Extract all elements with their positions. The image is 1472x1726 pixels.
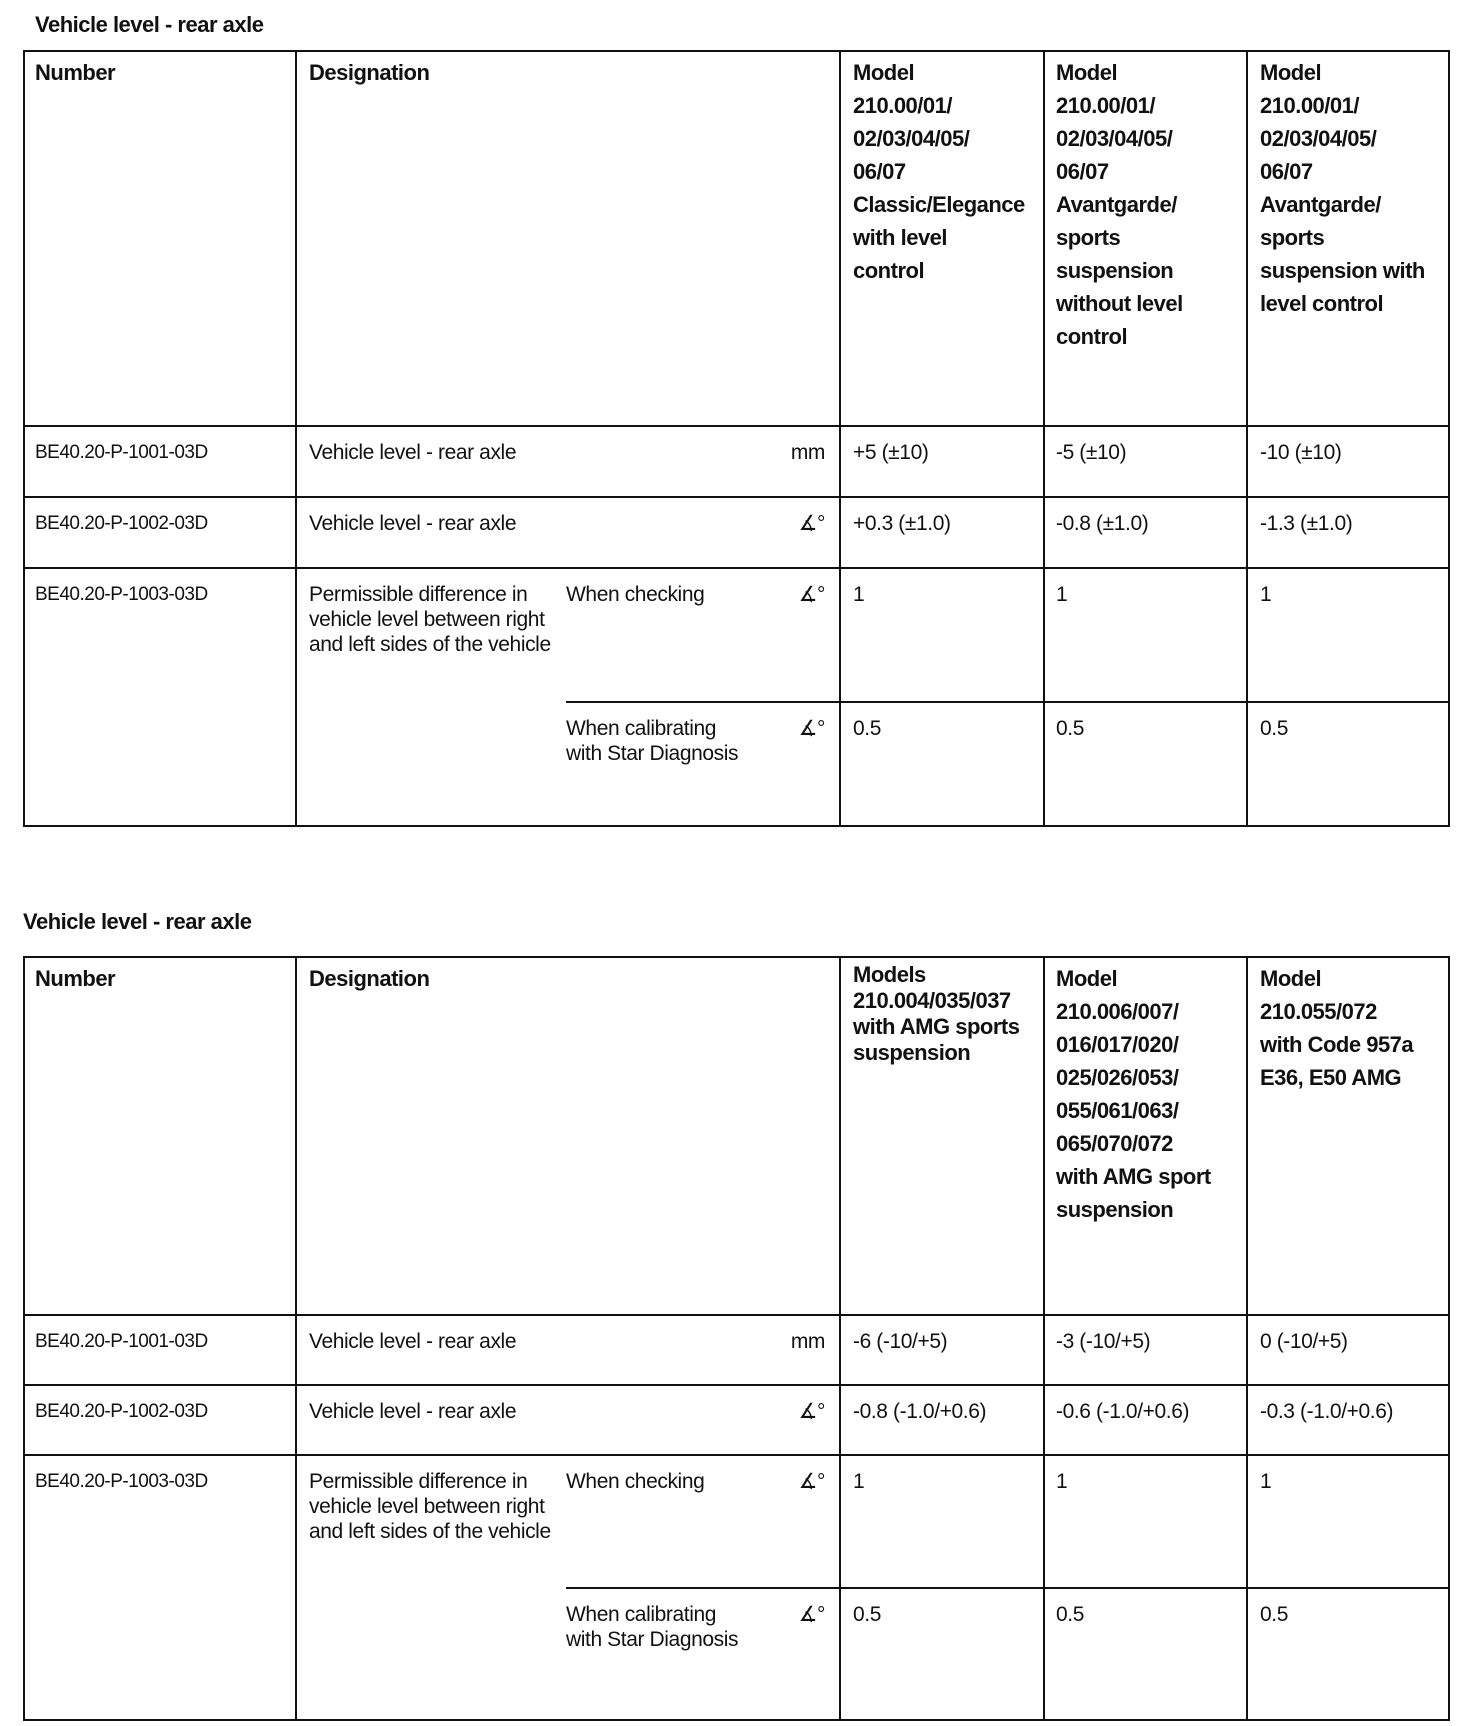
row-value-col3: -10 (±10) bbox=[1260, 441, 1342, 464]
row-unit: mm bbox=[790, 441, 825, 464]
angle-unit-icon: ∡° bbox=[798, 1400, 825, 1423]
section-title: Vehicle level - rear axle bbox=[35, 12, 264, 37]
row-value-col2: 1 bbox=[1056, 1470, 1068, 1493]
row-designation: Vehicle level - rear axle bbox=[309, 1400, 517, 1423]
row-value-col3: -1.3 (±1.0) bbox=[1260, 512, 1353, 535]
row-divider bbox=[23, 496, 1450, 498]
header-number: Number bbox=[35, 60, 116, 85]
angle-unit-icon: ∡° bbox=[798, 512, 825, 535]
row-value-col3: -0.3 (-1.0/+0.6) bbox=[1260, 1400, 1394, 1423]
angle-unit-icon: ∡° bbox=[798, 1603, 825, 1626]
row-value-col1: 1 bbox=[853, 1470, 865, 1493]
row-value-col1: 1 bbox=[853, 583, 865, 606]
col-divider bbox=[1246, 50, 1248, 827]
col-divider bbox=[839, 956, 841, 1721]
row-value-col1: -0.8 (-1.0/+0.6) bbox=[853, 1400, 987, 1423]
col-divider bbox=[1043, 50, 1045, 827]
row-designation: Permissible difference in vehicle level between right and left sides of the vehicle bbox=[309, 583, 551, 656]
header-model-col2: Model 210.00/01/ 02/03/04/05/ 06/07 Avantgarde/ sports suspension without level control bbox=[1056, 60, 1183, 349]
row-designation: Permissible difference in vehicle level between right and left sides of the vehicle bbox=[309, 1470, 551, 1543]
row-value-col2: -0.8 (±1.0) bbox=[1056, 512, 1149, 535]
row-value-col3: 0.5 bbox=[1260, 717, 1288, 740]
row-divider bbox=[23, 1384, 1450, 1386]
row-number: BE40.20-P-1001-03D bbox=[35, 1331, 208, 1352]
col-divider bbox=[839, 50, 841, 827]
header-model-col3: Model 210.00/01/ 02/03/04/05/ 06/07 Avantgarde/ sports suspension with level control bbox=[1260, 60, 1425, 316]
row-number: BE40.20-P-1001-03D bbox=[35, 442, 208, 463]
row-value-col1: -6 (-10/+5) bbox=[853, 1330, 948, 1353]
header-model-col3: Model 210.055/072 with Code 957a E36, E50 AMG bbox=[1260, 966, 1414, 1090]
angle-unit-icon: ∡° bbox=[798, 583, 825, 606]
angle-unit-icon: ∡° bbox=[798, 1470, 825, 1493]
row-value-col2: -5 (±10) bbox=[1056, 441, 1127, 464]
row-value-col3: 1 bbox=[1260, 1470, 1272, 1493]
col-divider bbox=[295, 50, 297, 827]
row-value-col1: +5 (±10) bbox=[853, 441, 929, 464]
sub-label: When checking bbox=[566, 583, 705, 606]
spec-table-1 bbox=[23, 50, 1450, 830]
header-model-col1: Model 210.00/01/ 02/03/04/05/ 06/07 Classic/Elegance with level control bbox=[853, 60, 1025, 283]
sub-label: When calibrating with Star Diagnosis bbox=[566, 1603, 739, 1651]
row-unit: mm bbox=[790, 1330, 825, 1353]
row-designation: Vehicle level - rear axle bbox=[309, 512, 517, 535]
sub-row-divider bbox=[566, 1587, 1450, 1589]
sub-row-divider bbox=[566, 701, 1450, 703]
row-value-col3: 1 bbox=[1260, 583, 1272, 606]
header-model-col2: Model 210.006/007/ 016/017/020/ 025/026/053/ 055/061/063/ 065/070/072 with AMG sport suspension bbox=[1056, 966, 1211, 1222]
angle-unit-icon: ∡° bbox=[798, 717, 825, 740]
sub-label: When checking bbox=[566, 1470, 705, 1493]
row-number: BE40.20-P-1002-03D bbox=[35, 1401, 208, 1422]
row-value-col1: +0.3 (±1.0) bbox=[853, 512, 951, 535]
row-divider bbox=[23, 425, 1450, 427]
col-divider bbox=[295, 956, 297, 1721]
row-value-col2: -0.6 (-1.0/+0.6) bbox=[1056, 1400, 1190, 1423]
row-value-col1: 0.5 bbox=[853, 717, 881, 740]
row-designation: Vehicle level - rear axle bbox=[309, 441, 517, 464]
row-number: BE40.20-P-1003-03D bbox=[35, 584, 208, 605]
section-title: Vehicle level - rear axle bbox=[23, 909, 252, 934]
row-value-col2: 0.5 bbox=[1056, 1603, 1084, 1626]
col-divider bbox=[1246, 956, 1248, 1721]
header-designation: Designation bbox=[309, 60, 430, 85]
header-model-col1: Models 210.004/035/037 with AMG sports suspension bbox=[853, 962, 1020, 1065]
sub-label: When calibrating with Star Diagnosis bbox=[566, 717, 739, 765]
row-number: BE40.20-P-1002-03D bbox=[35, 513, 208, 534]
row-number: BE40.20-P-1003-03D bbox=[35, 1471, 208, 1492]
header-number: Number bbox=[35, 966, 116, 991]
col-divider bbox=[1043, 956, 1045, 1721]
row-designation: Vehicle level - rear axle bbox=[309, 1330, 517, 1353]
row-value-col2: 1 bbox=[1056, 583, 1068, 606]
row-value-col3: 0.5 bbox=[1260, 1603, 1288, 1626]
row-value-col2: -3 (-10/+5) bbox=[1056, 1330, 1151, 1353]
row-value-col2: 0.5 bbox=[1056, 717, 1084, 740]
row-value-col1: 0.5 bbox=[853, 1603, 881, 1626]
row-divider bbox=[23, 1454, 1450, 1456]
row-divider bbox=[23, 567, 1450, 569]
spec-table-2 bbox=[23, 956, 1450, 1726]
header-designation: Designation bbox=[309, 966, 430, 991]
row-value-col3: 0 (-10/+5) bbox=[1260, 1330, 1348, 1353]
row-divider bbox=[23, 1314, 1450, 1316]
